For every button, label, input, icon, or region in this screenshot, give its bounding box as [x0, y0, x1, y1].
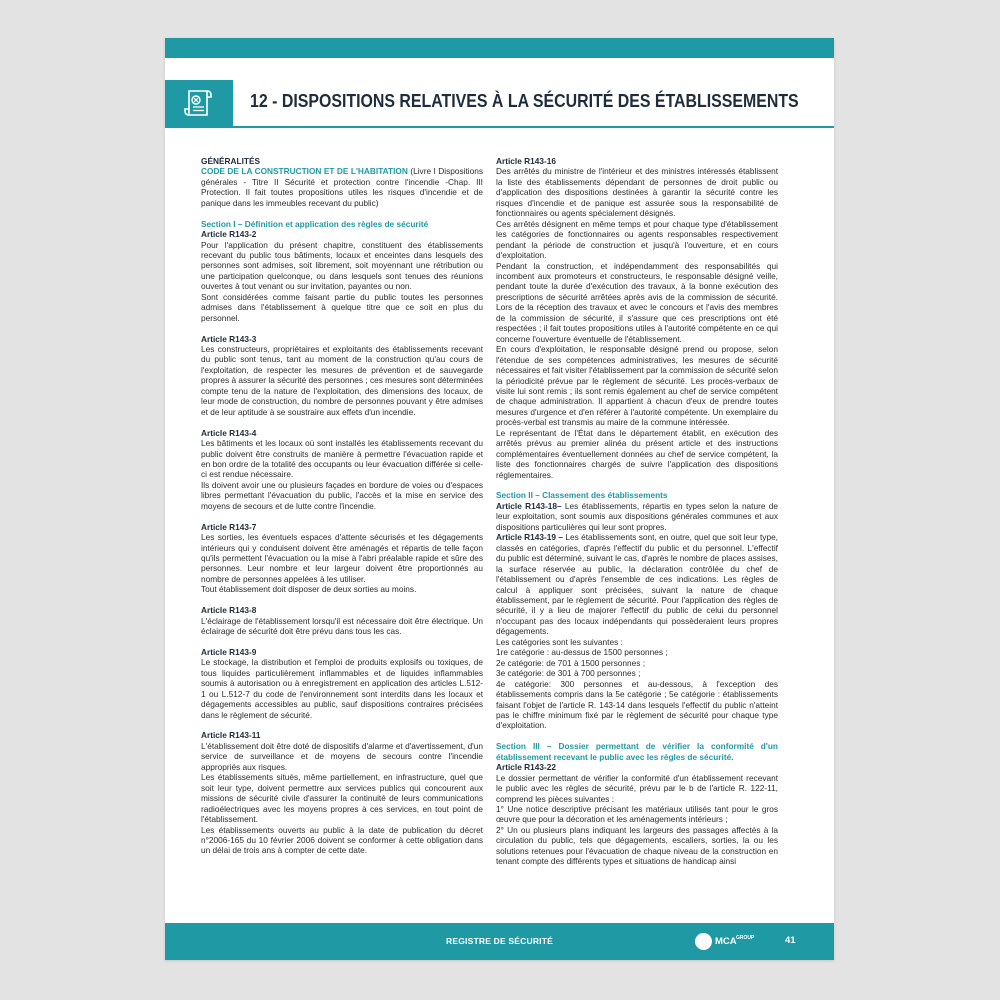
- article-paragraph: Les catégories sont les suivantes :: [496, 636, 623, 647]
- footer-label: REGISTRE DE SÉCURITÉ: [446, 936, 553, 946]
- page-number: 41: [785, 935, 796, 946]
- code-text: (Livre I Dispositions générales - Titre II Sécurité et protection contre l'incendie -Chap. III Protection. Il fait toutes propositions utiles les risques d'incendie et de panique dans les immeubles recevant du public): [201, 166, 483, 208]
- article-paragraph: En cours d'exploitation, le responsable désigné prend ou propose, selon l'étendue de ses compétences administratives, les mesures de sécurité nécessaires et fait visiter l'établissement par la commission de sécurité selon la périodicité prévue par le règlement de sécurité. Les procès-verbaux de visite lui sont remis ; ils sont remis également au chef de service compétent de chaque administration. Il appartient à chacun d'eux de prendre toutes mesures d'urgence et d'en référer à l'autorité compétente. Un exemplaire du procès-verbal est transmis au maire de la commune intéressée.: [496, 344, 778, 428]
- article-title: Article R143-16: [496, 156, 556, 166]
- article-paragraph: Le dossier permettant de vérifier la conformité d'un établissement recevant le public avec les règles de sécurité, prévu par le b de l'article R. 122-11, comprend les pièces suivantes :: [496, 772, 778, 804]
- title-icon-box: [165, 80, 233, 128]
- article-paragraph: Tout établissement doit disposer de deux sorties au moins.: [201, 584, 417, 595]
- article-title: Article R143-3: [201, 333, 257, 344]
- section-heading-2: Section II – Classement des établissements: [496, 490, 668, 501]
- article-title: Article R143-7: [201, 521, 257, 532]
- logo-group-text: GROUP: [736, 935, 755, 941]
- article-paragraph: Les sorties, les éventuels espaces d'attente sécurisés et les dégagements intérieurs qui y conduisent doivent être aménagés et répartis de telle façon qu'ils permettent l'évacuation ou la mise à l'abri préalable rapide et sûre des personnes. Leur nombre et leur largeur doivent être proportionnés au nombre de personnes appelées à les utiliser.: [201, 532, 483, 584]
- heading-generalites: GÉNÉRALITÉS: [201, 156, 261, 166]
- category-item: 3e catégorie: de 301 à 700 personnes ;: [496, 668, 641, 679]
- article-title: Article R143-11: [201, 730, 261, 741]
- article-paragraph: Pour l'application du présent chapitre, constituent des établissements recevant du public tous bâtiments, locaux et enceintes dans lesquels des personnes sont admises, soit librement, soit moyennant une rétribution ou une participation quelconque, ou dans lesquels sont tenues des réunions ouvertes à tout venant ou sur invitation, payantes ou non.: [201, 239, 483, 292]
- category-item: 1re catégorie : au-dessus de 1500 personnes ;: [496, 647, 668, 658]
- article-text: Les établissements, répartis en types selon la nature de leur exploitation, sont soumis aux dispositions générales communes et aux dispositions particulières qui leur sont propres.: [496, 500, 778, 532]
- code-paragraph: [201, 166, 483, 208]
- article-paragraph: Ces arrêtés désignent en même temps et pour chaque type d'établissement les catégories de fonctionnaires ou agents responsables respectivement pendant la période de construction et jusqu'à l'ouverture, et en cours d'exploitation.: [496, 218, 778, 261]
- article-paragraph: Sont considérées comme faisant partie du public toutes les personnes admises dans l'établissement à quelque titre que ce soit en plus du personnel.: [201, 291, 483, 323]
- section-title: 12 - DISPOSITIONS RELATIVES À LA SÉCURITÉ DES ÉTABLISSEMENTS: [250, 90, 799, 111]
- article-paragraph: Le stockage, la distribution et l'emploi de produits explosifs ou toxiques, de tous liquides particulièrement inflammables et de liquides inflammables soumis à autorisation ou à enregistrement en application des articles L.512-1 ou L.512-7 du code de l'environnement sont interdits dans les locaux et dégagements accessibles au public, sauf dispositions contraires précisées dans le règlement de sécurité.: [201, 657, 483, 720]
- code-title: CODE DE LA CONSTRUCTION ET DE L'HABITATION: [201, 166, 408, 177]
- article-paragraph: Pendant la construction, et indépendamment des responsabilités qui incombent aux promoteurs et constructeurs, le responsable désigné veille, pendant toute la durée d'exécution des travaux, à la bonne exécution des prescriptions de sécurité arrêtées après avis de la commission de sécurité. Lors de la réception des travaux et avec le concours et l'avis des membres de la commission de sécurité, il s'assure que ces prescriptions ont été respectées ; il fait toutes propositions utiles à l'autorité compétente en ce qui concerne l'ouverture éventuelle de l'établissement.: [496, 260, 778, 344]
- article-title: Article R143-8: [201, 605, 257, 616]
- section-heading-3: Section III – Dossier permettant de vérifier la conformité d'un établissement recevant le public avec les règles de sécurité.: [496, 741, 778, 762]
- article-text: Les établissements sont, en outre, quel que soit leur type, classés en catégories, d'après l'effectif du public et du personnel. L'effectif du public est déterminé, suivant le cas, d'après le nombre de places assises, la surface réservée au public, la déclaration contrôlée du chef de l'établissement ou d'après l'ensemble de ces indications. Les règles de calcul à appliquer sont précisées, suivant la nature de chaque établissement, par le règlement de sécurité. Pour l'application des règles de sécurité, il y a lieu de majorer l'effectif du public de celui du personnel n'occupant pas des locaux indépendants qui possèderaient leurs propres dégagements.: [496, 532, 778, 637]
- mca-group-logo: [695, 933, 755, 951]
- article-paragraph: L'établissement doit être doté de dispositifs d'alarme et d'avertissement, d'un service de surveillance et de moyens de secours contre l'incendie appropriés aux risques.: [201, 740, 483, 772]
- article-paragraph: [496, 532, 778, 637]
- article-paragraph: Le représentant de l'État dans le département établit, en exécution des arrêtés prévus au premier alinéa du présent article et des instructions complémentaires éventuellement données au chef de service compétent, la liste des fonctionnaires chargés de suivre l'application des dispositions réglementaires.: [496, 427, 778, 480]
- article-title: Article R143-9: [201, 646, 257, 657]
- document-scroll-icon: [183, 87, 215, 121]
- article-title: Article R143-4: [201, 427, 257, 438]
- left-column: [201, 156, 483, 856]
- article-paragraph: 1° Une notice descriptive précisant les matériaux utilisés tant pour le gros œuvre que pour la décoration et les aménagements intérieurs ;: [496, 803, 778, 825]
- article-paragraph: Les bâtiments et les locaux où sont installés les établissements recevant du public doivent être construits de manière à permettre l'évacuation rapide et en bon ordre de la totalité des occupants ou leur évacuation différée si celle-ci est rendue nécessaire.: [201, 438, 483, 480]
- document-page: [165, 38, 834, 960]
- article-paragraph: Les établissements ouverts au public à la date de publication du décret n°2006-165 du 10 février 2006 doivent se conformer à cette obligation dans un délai de trois ans à compter de cette date.: [201, 824, 483, 856]
- article-title: Article R143-22: [496, 762, 556, 773]
- section-title-bar: [165, 80, 834, 128]
- article-paragraph: Ils doivent avoir une ou plusieurs façades en bordure de voies ou d'espaces libres permettant l'évacuation du public, l'accès et la mise en service des moyens de secours et de lutte contre l'incendie.: [201, 479, 483, 511]
- article-paragraph: 2° Un ou plusieurs plans indiquant les largeurs des passages affectés à la circulation du public, tels que dégagements, escaliers, sorties, la ou les solutions retenues pour l'évacuation de chaque niveau de la construction en tenant compte des différents types et situations de handicap ainsi: [496, 824, 778, 867]
- article-paragraph: [496, 501, 778, 532]
- logo-circle-icon: [695, 933, 712, 950]
- category-item: 4e catégorie: 300 personnes et au-dessous, à l'exception des établissements compris dans la 5e catégorie ; 5e catégorie : établissements faisant l'objet de l'article R. 143-14 dans lesquels l'effectif du public n'atteint pas le chiffre minimum fixé par le règlement de sécurité pour chaque type d'exploitation.: [496, 678, 778, 731]
- category-item: 2e catégorie: de 701 à 1500 personnes ;: [496, 657, 645, 668]
- article-title: Article R143-18–: [496, 500, 565, 511]
- article-title: Article R143-2: [201, 229, 257, 240]
- page-footer: [165, 923, 834, 960]
- title-underline: [233, 126, 834, 128]
- section-heading-1: Section I – Définition et application des règles de sécurité: [201, 218, 429, 229]
- article-paragraph: Les constructeurs, propriétaires et exploitants des établissements recevant du public sont tenus, tant au moment de la construction qu'au cours de l'exploitation, de respecter les mesures de prévention et de sauvegarde propres à assurer la sécurité des personnes ; ces mesures sont déterminées compte tenu de la nature de l'exploitation, des dimensions des locaux, de leur mode de construction, du nombre de personnes pouvant y être admises et de leur aptitude à se soustraire aux effets d'un incendie.: [201, 344, 483, 417]
- article-paragraph: Les établissements situés, même partiellement, en infrastructure, quel que soit leur type, doivent permettre aux services publics qui concourent aux missions de sécurité civile d'assurer la continuité de leurs communications radioélectriques avec les moyens propres à ces services, en tout point de l'établissement.: [201, 772, 483, 825]
- top-band: [165, 38, 834, 58]
- article-paragraph: L'éclairage de l'établissement lorsqu'il est nécessaire doit être électrique. Un éclairage de sécurité doit être prévu dans tous les cas.: [201, 615, 483, 637]
- logo-text: MCA: [715, 936, 737, 947]
- article-title: Article R143-19 –: [496, 532, 566, 543]
- article-paragraph: Des arrêtés du ministre de l'intérieur et des ministres intéressés établissent la liste des établissements dépendant de personnes de droit public ou d'application des dispositions destinées à garantir la sécurité contre les risques d'incendie et de panique est assurée sous la responsabilité de fonctionnaires ou agents spécialement désignés.: [496, 166, 778, 219]
- right-column: [496, 156, 778, 867]
